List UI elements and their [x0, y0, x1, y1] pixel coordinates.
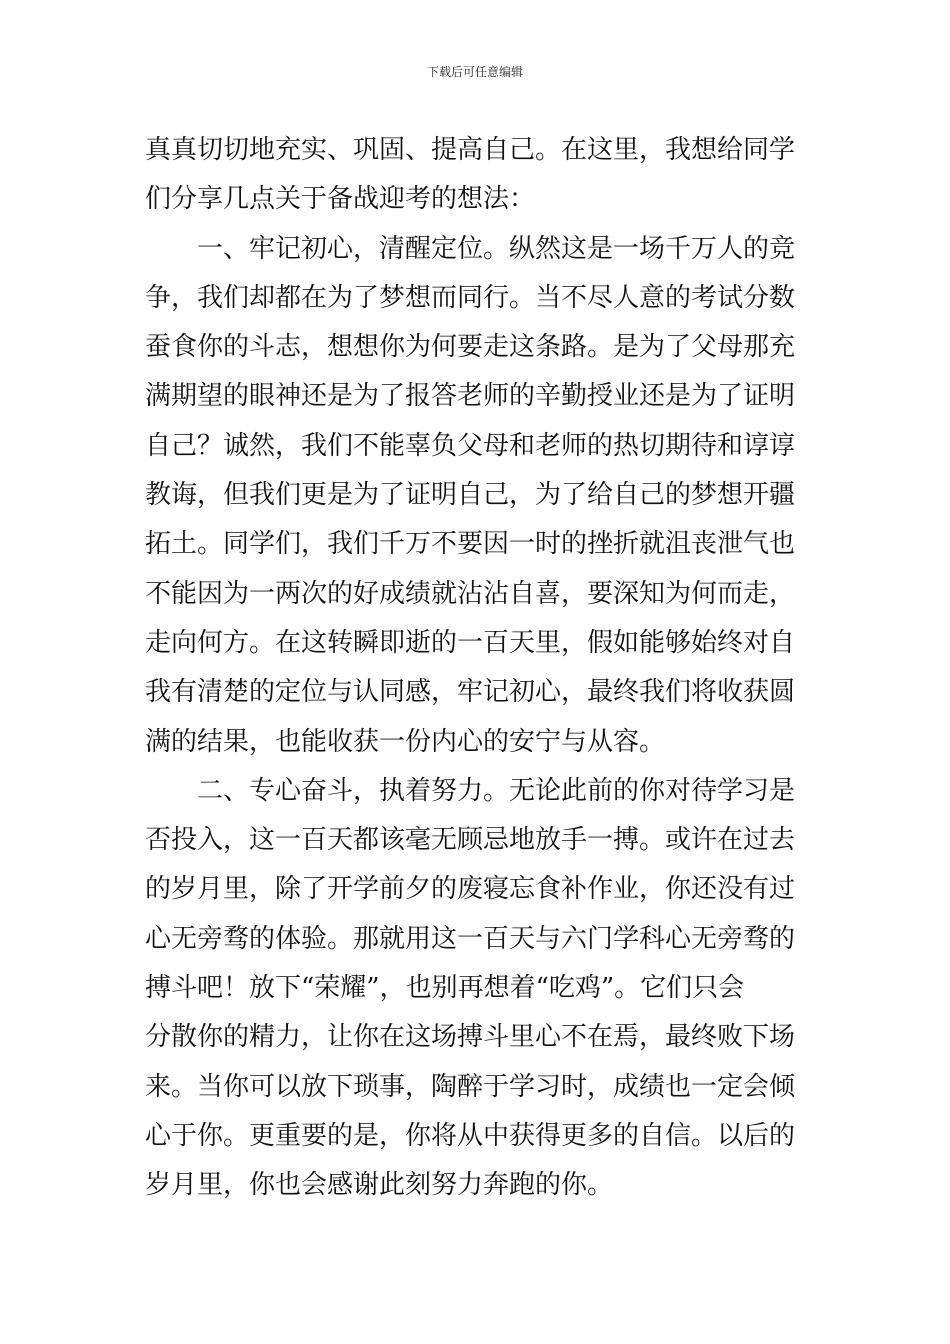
document-body — [145, 126, 815, 1211]
text-line: 不能因为一两次的好成绩就沾沾自喜，要深知为何而走， — [145, 578, 796, 609]
text-line: 们分享几点关于备战迎考的想法： — [145, 184, 536, 215]
text-line: 满的结果，也能收获一份内心的安宁与从容。 — [145, 726, 666, 757]
text-line: 心于你。更重要的是，你将从中获得更多的自信。以后的 — [145, 1120, 796, 1151]
text-line: 二、专心奋斗，执着努力。无论此前的你对待学习是 — [197, 775, 796, 806]
text-line: 拓土。同学们，我们千万不要因一时的挫折就沮丧泄气也 — [145, 529, 796, 560]
text-line: 否投入，这一百天都该毫无顾忌地放手一搏。或许在过去 — [145, 825, 796, 856]
text-line: 岁月里，你也会感谢此刻努力奔跑的你。 — [145, 1170, 614, 1201]
text-line: 争，我们却都在为了梦想而同行。当不尽人意的考试分数 — [145, 282, 796, 313]
text-line: 蚕食你的斗志，想想你为何要走这条路。是为了父母那充 — [145, 332, 796, 363]
text-line: 分散你的精力，让你在这场搏斗里心不在焉，最终败下场 — [145, 1022, 796, 1053]
text-line: 真真切切地充实、巩固、提高自己。在这里，我想给同学 — [145, 135, 796, 165]
text-line: 走向何方。在这转瞬即逝的一百天里，假如能够始终对自 — [145, 627, 796, 658]
text-line: 一、牢记初心，清醒定位。纵然这是一场千万人的竞 — [197, 233, 796, 264]
text-line: 的岁月里，除了开学前夕的废寝忘食补作业，你还没有过 — [145, 874, 796, 905]
text-line: 满期望的眼神还是为了报答老师的辛勤授业还是为了证明 — [145, 381, 796, 412]
text-line: 来。当你可以放下琐事，陶醉于学习时，成绩也一定会倾 — [145, 1071, 796, 1102]
text-line: 教诲，但我们更是为了证明自己，为了给自己的梦想开疆 — [145, 480, 796, 511]
text-line: 我有清楚的定位与认同感，牢记初心，最终我们将收获圆 — [145, 677, 796, 708]
page-header: 下载后可任意编辑 — [426, 65, 523, 79]
text-line: 搏斗吧！放下“荣耀”，也别再想着“吃鸡”。它们只会 — [145, 973, 745, 1004]
text-line: 心无旁骛的体验。那就用这一百天与六门学科心无旁骛的 — [145, 923, 796, 954]
text-line: 自己？诚然，我们不能辜负父母和老师的热切期待和谆谆 — [145, 430, 796, 461]
